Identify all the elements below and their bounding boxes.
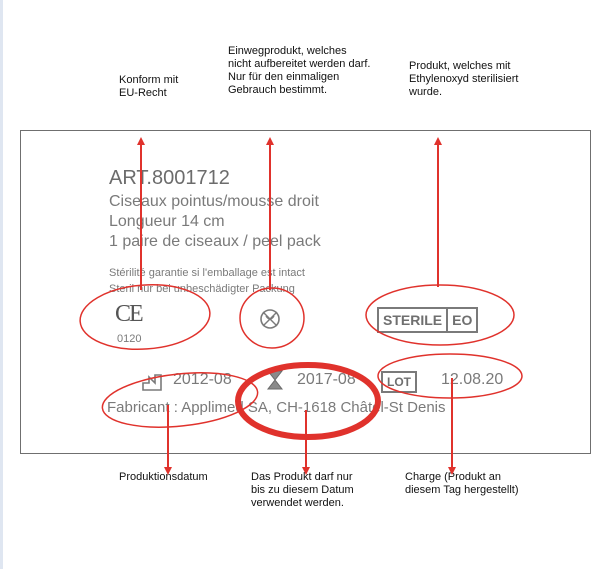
page-edge bbox=[0, 0, 3, 569]
hourglass-icon bbox=[265, 369, 285, 391]
expiry-date: 2017-08 bbox=[297, 371, 356, 388]
manufacturer-line: Fabricant : Applimed SA, CH-1618 Châtel-St Denis bbox=[107, 399, 446, 416]
ce-notified-body-number: 0120 bbox=[117, 333, 142, 345]
ce-mark: CE bbox=[115, 301, 142, 327]
lot-number: 12.08.20 bbox=[441, 371, 504, 388]
sterile-eo-symbol bbox=[377, 307, 478, 333]
manufacture-date-icon bbox=[141, 371, 167, 391]
product-packaging: 1 paire de ciseaux / peel pack bbox=[109, 233, 321, 250]
caption-expiry: Das Produkt darf nur bis zu diesem Datum verwendet werden. bbox=[251, 471, 354, 509]
manufacture-date: 2012-08 bbox=[173, 371, 232, 388]
product-label-scan bbox=[20, 130, 591, 454]
caption-single-use: Einwegprodukt, welches nicht aufbereitet werden darf. Nur für den einmaligen Gebrauch bestimmt. bbox=[228, 45, 371, 96]
sterility-note-de: Steril nur bei unbeschädigter Packung bbox=[109, 283, 295, 295]
caption-production-date: Produktionsdatum bbox=[119, 471, 208, 483]
product-description: Ciseaux pointus/mousse droit bbox=[109, 193, 319, 210]
caption-lot: Charge (Produkt an diesem Tag hergestellt) bbox=[405, 471, 519, 496]
lot-symbol: LOT bbox=[381, 371, 417, 393]
sterility-note-fr: Stérilité garantie si l'emballage est intact bbox=[109, 267, 305, 279]
do-not-reuse-icon bbox=[259, 308, 281, 330]
product-length: Longueur 14 cm bbox=[109, 213, 225, 230]
caption-sterile-eo: Produkt, welches mit Ethylenoxyd sterilisiert wurde. bbox=[409, 60, 519, 98]
sterile-text: STERILE bbox=[383, 312, 443, 328]
article-number: ART.8001712 bbox=[109, 167, 230, 189]
caption-ce-conformity: Konform mit EU-Recht bbox=[119, 74, 179, 99]
eo-text: EO bbox=[446, 309, 476, 331]
